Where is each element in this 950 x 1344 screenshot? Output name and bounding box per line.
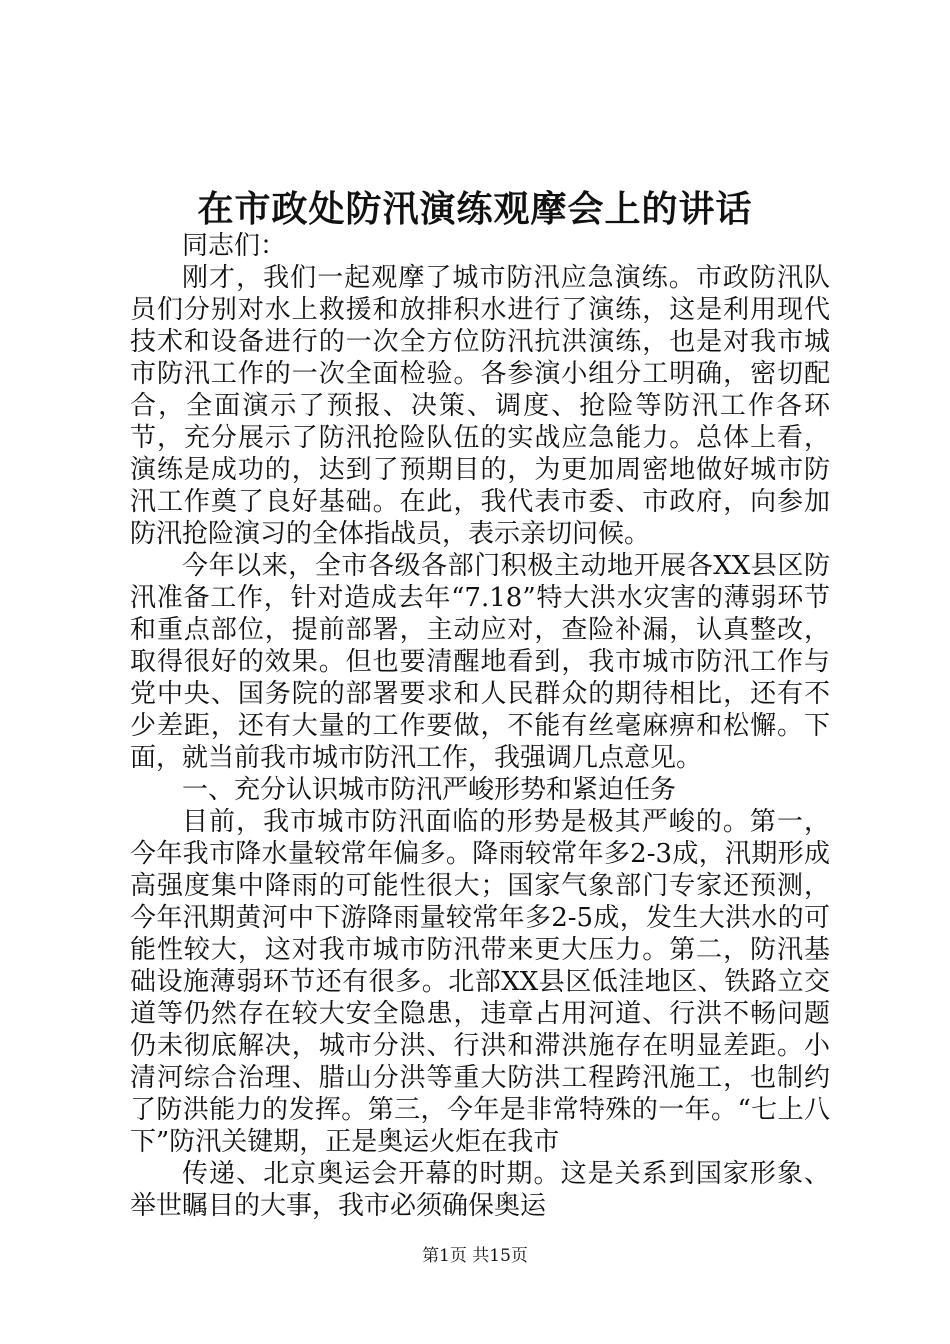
document-body <box>130 230 830 1222</box>
section-heading-1: 一、充分认识城市防汛严峻形势和紧迫任务 <box>182 775 677 805</box>
page-footer: 第1页 共15页 <box>422 1246 528 1266</box>
paragraph-4: 传递、北京奥运会开幕的时期。这是关系到国家形象、举世瞩目的大事，我市必须确保奥运 <box>130 1159 830 1221</box>
salutation: 同志们： <box>182 231 287 261</box>
paragraph-1: 刚才，我们一起观摩了城市防汛应急演练。市政防汛队员们分别对水上救援和放排积水进行了演练，这是利用现代技术和设备进行的一次全方位防汛抗洪演练，也是对我市城市防汛工作的一次全面检验。各参演小组分工明确，密切配合，全面演示了预报、决策、调度、抢险等防汛工作各环节，充分展示了防汛抢险队伍的实战应急能力。总体上看，演练是成功的，达到了预期目的，为更加周密地做好城市防汛工作奠了良好基础。在此，我代表市委、市政府，向参加防汛抢险演习的全体指战员，表示亲切问候。 <box>130 263 830 549</box>
document-title: 在市政处防汛演练观摩会上的讲话 <box>197 188 753 230</box>
paragraph-2: 今年以来，全市各级各部门积极主动地开展各XX县区防汛准备工作，针对造成去年“7.18”特大洪水灾害的薄弱环节和重点部位，提前部署，主动应对，查险补漏，认真整改，取得很好的效果。但也要清醒地看到，我市城市防汛工作与党中央、国务院的部署要求和人民群众的期待相比，还有不少差距，还有大量的工作要做，不能有丝毫麻痹和松懈。下面，就当前我市城市防汛工作，我强调几点意见。 <box>130 551 830 773</box>
paragraph-3: 目前，我市城市防汛面临的形势是极其严峻的。第一，今年我市降水量较常年偏多。降雨较常年多2-3成，汛期形成高强度集中降雨的可能性很大；国家气象部门专家还预测，今年汛期黄河中下游降雨量较常年多2-5成，发生大洪水的可能性较大，这对我市城市防汛带来更大压力。第二，防汛基础设施薄弱环节还有很多。北部XX县区低洼地区、铁路立交道等仍然存在较大安全隐患，违章占用河道、行洪不畅问题仍未彻底解决，城市分洪、行洪和滞洪施存在明显差距。小清河综合治理、腊山分洪等重大防洪工程跨汛施工，也制约了防洪能力的发挥。第三，今年是非常特殊的一年。“七上八下”防汛关键期，正是奥运火炬在我市 <box>130 807 830 1157</box>
